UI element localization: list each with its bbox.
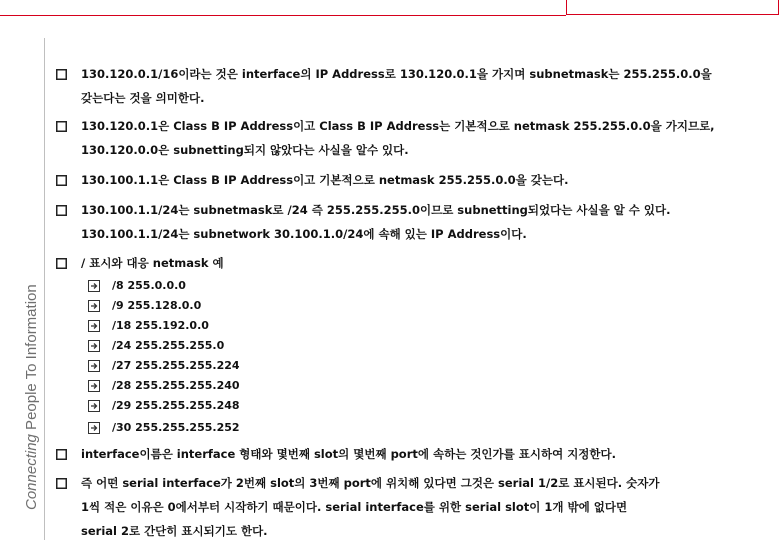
- bullet-text: 130.100.1.1은 Class B IP Address이고 기본적으로 netmask 255.255.0.0을 갖는다.: [81, 173, 569, 187]
- checkbox-bullet-icon: [56, 121, 67, 132]
- left-divider: [44, 38, 45, 540]
- bullet-text: 130.120.0.1/16이라는 것은 interface의 IP Address로 130.120.0.1을 가지며 subnetmask는 255.255.0.0을 갖는다는 것을 의미한다.: [81, 67, 712, 105]
- checkbox-bullet-icon: [56, 449, 67, 460]
- netmask-example-text: /9 255.128.0.0: [112, 299, 202, 312]
- bullet-text: interface이름은 interface 형태와 몇번째 slot의 몇번째 port에 속하는 것인가를 표시하여 지정한다.: [81, 447, 617, 461]
- sidebar-tagline-rest: People To Information: [23, 284, 40, 435]
- netmask-example-text: /29 255.255.255.248: [112, 399, 240, 412]
- arrow-bullet-icon: [88, 380, 100, 392]
- arrow-bullet-icon: [88, 422, 100, 434]
- arrow-bullet-icon: [88, 280, 100, 292]
- header-accent-box: [566, 0, 779, 15]
- arrow-bullet-icon: [88, 340, 100, 352]
- sidebar-tagline-italic: Connecting: [23, 434, 40, 510]
- arrow-bullet-icon: [88, 360, 100, 372]
- sidebar-tagline: [20, 280, 44, 510]
- netmask-example-text: /24 255.255.255.0: [112, 339, 225, 352]
- bullet-text: 130.100.1.1/24는 subnetmask로 /24 즉 255.255.255.0이므로 subnetting되었다는 사실을 알 수 있다. 130.100.1.1/24는 subnetwork 30.100.1.0/24에 속해 있는 IP Address이다.: [81, 203, 671, 241]
- netmask-example-text: /30 255.255.255.252: [112, 421, 240, 434]
- checkbox-bullet-icon: [56, 175, 67, 186]
- checkbox-bullet-icon: [56, 69, 67, 80]
- netmask-example-text: /18 255.192.0.0: [112, 319, 209, 332]
- netmask-example-text: /27 255.255.255.224: [112, 359, 240, 372]
- checkbox-bullet-icon: [56, 258, 67, 269]
- checkbox-bullet-icon: [56, 478, 67, 489]
- arrow-bullet-icon: [88, 300, 100, 312]
- bullet-text: / 표시와 대응 netmask 예: [81, 256, 224, 270]
- checkbox-bullet-icon: [56, 205, 67, 216]
- bullet-text: 130.120.0.1은 Class B IP Address이고 Class B IP Address는 기본적으로 netmask 255.255.0.0을 가지므로, 130.120.0.0은 subnetting되지 않았다는 사실을 알수 있다.: [81, 119, 715, 157]
- arrow-bullet-icon: [88, 320, 100, 332]
- netmask-example-text: /28 255.255.255.240: [112, 379, 240, 392]
- netmask-example-text: /8 255.0.0.0: [112, 279, 186, 292]
- arrow-bullet-icon: [88, 400, 100, 412]
- bullet-text: 즉 어떤 serial interface가 2번째 slot의 3번째 port에 위치해 있다면 그것은 serial 1/2로 표시된다. 숫자가 1씩 적은 이유은 0에서부터 시작하기 때문이다. serial interface를 위한 serial slot이 1개 밖에 없다면 serial 2로 간단히 표시되기도 한다.: [81, 476, 660, 538]
- header-accent-line: [0, 15, 566, 16]
